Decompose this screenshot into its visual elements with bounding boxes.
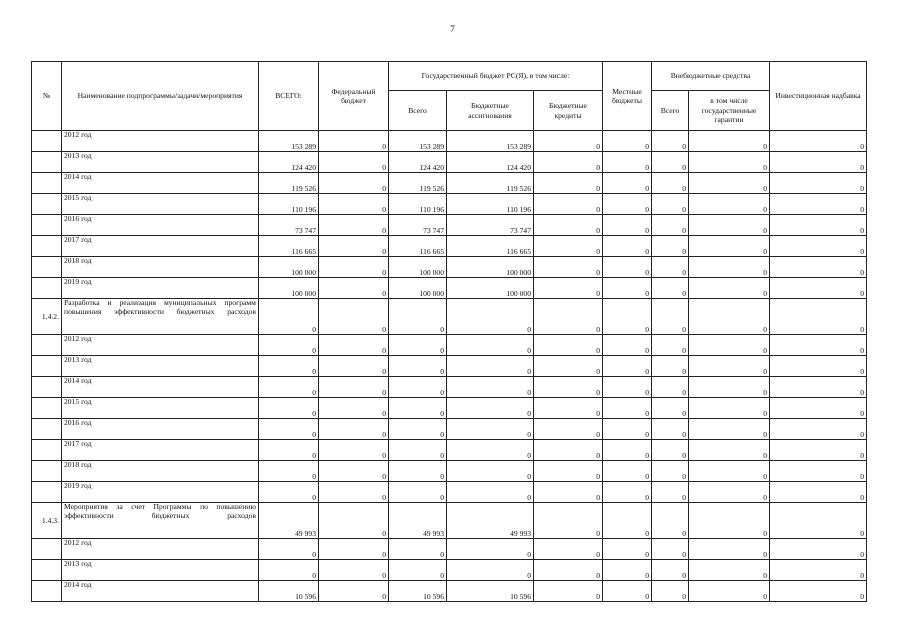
cell-allocations: 0 <box>447 377 534 398</box>
cell-local: 0 <box>603 257 652 278</box>
cell-state-total: 49 993 <box>389 503 447 539</box>
cell-no <box>32 257 62 278</box>
cell-investment: 0 <box>770 503 867 539</box>
cell-credits: 0 <box>534 257 603 278</box>
table-row <box>32 335 867 356</box>
cell-investment: 0 <box>770 377 867 398</box>
cell-no <box>32 560 62 581</box>
cell-credits: 0 <box>534 419 603 440</box>
cell-investment: 0 <box>770 335 867 356</box>
cell-name: 2015 год <box>62 398 259 419</box>
cell-federal: 0 <box>319 236 389 257</box>
cell-total: 0 <box>259 461 319 482</box>
cell-federal: 0 <box>319 299 389 335</box>
cell-allocations: 0 <box>447 440 534 461</box>
cell-no <box>32 398 62 419</box>
cell-no: 1.4.3. <box>32 503 62 539</box>
cell-no <box>32 131 62 152</box>
cell-federal: 0 <box>319 539 389 560</box>
cell-allocations: 124 420 <box>447 152 534 173</box>
cell-name: 2019 год <box>62 278 259 299</box>
cell-allocations: 0 <box>447 335 534 356</box>
cell-total: 0 <box>259 539 319 560</box>
cell-name: 2013 год <box>62 152 259 173</box>
cell-no <box>32 173 62 194</box>
cell-credits: 0 <box>534 482 603 503</box>
cell-total: 0 <box>259 440 319 461</box>
cell-credits: 0 <box>534 398 603 419</box>
cell-state-total: 10 596 <box>389 581 447 602</box>
cell-total: 116 665 <box>259 236 319 257</box>
cell-name: 2017 год <box>62 440 259 461</box>
table-row <box>32 236 867 257</box>
cell-state-total: 124 420 <box>389 152 447 173</box>
cell-allocations: 116 665 <box>447 236 534 257</box>
table-row <box>32 377 867 398</box>
cell-no <box>32 152 62 173</box>
cell-investment: 0 <box>770 173 867 194</box>
budget-table <box>31 61 867 602</box>
cell-name: 2014 год <box>62 581 259 602</box>
cell-local: 0 <box>603 398 652 419</box>
cell-investment: 0 <box>770 278 867 299</box>
table-row <box>32 440 867 461</box>
header-extra-total: Всего <box>652 91 689 131</box>
cell-no <box>32 356 62 377</box>
cell-local: 0 <box>603 215 652 236</box>
cell-total: 0 <box>259 356 319 377</box>
cell-credits: 0 <box>534 335 603 356</box>
cell-credits: 0 <box>534 215 603 236</box>
cell-guarantees: 0 <box>689 299 770 335</box>
cell-total: 10 596 <box>259 581 319 602</box>
cell-no <box>32 581 62 602</box>
cell-federal: 0 <box>319 356 389 377</box>
cell-guarantees: 0 <box>689 482 770 503</box>
cell-local: 0 <box>603 236 652 257</box>
cell-state-total: 0 <box>389 539 447 560</box>
cell-local: 0 <box>603 335 652 356</box>
cell-local: 0 <box>603 278 652 299</box>
cell-extra-total: 0 <box>652 440 689 461</box>
cell-state-total: 110 196 <box>389 194 447 215</box>
cell-local: 0 <box>603 131 652 152</box>
cell-name: 2014 год <box>62 173 259 194</box>
cell-credits: 0 <box>534 461 603 482</box>
header-state-budget: Государственный бюджет РС(Я), в том числе: <box>389 62 603 91</box>
cell-extra-total: 0 <box>652 461 689 482</box>
table-row <box>32 539 867 560</box>
cell-state-total: 100 000 <box>389 278 447 299</box>
cell-local: 0 <box>603 419 652 440</box>
cell-name: 2019 год <box>62 482 259 503</box>
cell-total: 100 000 <box>259 278 319 299</box>
cell-federal: 0 <box>319 278 389 299</box>
cell-investment: 0 <box>770 236 867 257</box>
cell-extra-total: 0 <box>652 581 689 602</box>
cell-investment: 0 <box>770 440 867 461</box>
cell-no <box>32 419 62 440</box>
cell-credits: 0 <box>534 299 603 335</box>
cell-credits: 0 <box>534 278 603 299</box>
table-row <box>32 356 867 377</box>
cell-allocations: 73 747 <box>447 215 534 236</box>
table-row-task <box>32 299 867 335</box>
cell-total: 0 <box>259 419 319 440</box>
table-row <box>32 131 867 152</box>
cell-federal: 0 <box>319 419 389 440</box>
cell-total: 0 <box>259 299 319 335</box>
cell-guarantees: 0 <box>689 236 770 257</box>
cell-total: 73 747 <box>259 215 319 236</box>
cell-investment: 0 <box>770 482 867 503</box>
cell-local: 0 <box>603 503 652 539</box>
header-state-credits: Бюджетные кредиты <box>534 91 603 131</box>
cell-credits: 0 <box>534 440 603 461</box>
cell-federal: 0 <box>319 461 389 482</box>
cell-federal: 0 <box>319 152 389 173</box>
table-body <box>32 131 867 602</box>
cell-local: 0 <box>603 560 652 581</box>
cell-allocations: 110 196 <box>447 194 534 215</box>
cell-extra-total: 0 <box>652 278 689 299</box>
cell-federal: 0 <box>319 581 389 602</box>
table-row <box>32 257 867 278</box>
cell-local: 0 <box>603 152 652 173</box>
cell-guarantees: 0 <box>689 539 770 560</box>
cell-local: 0 <box>603 377 652 398</box>
cell-total: 100 000 <box>259 257 319 278</box>
cell-allocations: 0 <box>447 461 534 482</box>
cell-state-total: 0 <box>389 335 447 356</box>
cell-guarantees: 0 <box>689 335 770 356</box>
cell-credits: 0 <box>534 152 603 173</box>
cell-extra-total: 0 <box>652 236 689 257</box>
cell-local: 0 <box>603 173 652 194</box>
cell-guarantees: 0 <box>689 257 770 278</box>
cell-name: Разработка и реализация муниципальных программ повышения эффективности бюджетных расходов <box>62 299 259 335</box>
cell-extra-total: 0 <box>652 503 689 539</box>
cell-allocations: 153 289 <box>447 131 534 152</box>
cell-allocations: 0 <box>447 299 534 335</box>
cell-no: 1.4.2. <box>32 299 62 335</box>
cell-guarantees: 0 <box>689 131 770 152</box>
cell-name: 2013 год <box>62 356 259 377</box>
cell-guarantees: 0 <box>689 215 770 236</box>
cell-federal: 0 <box>319 173 389 194</box>
cell-state-total: 0 <box>389 377 447 398</box>
header-local: Местные бюджеты <box>603 62 652 131</box>
cell-extra-total: 0 <box>652 356 689 377</box>
cell-name: 2012 год <box>62 335 259 356</box>
cell-federal: 0 <box>319 398 389 419</box>
cell-allocations: 0 <box>447 560 534 581</box>
cell-extra-total: 0 <box>652 173 689 194</box>
cell-state-total: 0 <box>389 299 447 335</box>
cell-guarantees: 0 <box>689 356 770 377</box>
cell-name: 2016 год <box>62 419 259 440</box>
cell-federal: 0 <box>319 131 389 152</box>
cell-no <box>32 377 62 398</box>
table-row <box>32 560 867 581</box>
cell-federal: 0 <box>319 335 389 356</box>
cell-total: 49 993 <box>259 503 319 539</box>
cell-state-total: 0 <box>389 560 447 581</box>
table-row <box>32 461 867 482</box>
header-name: Наименование подпрограммы/задачи/мероприятия <box>62 62 259 131</box>
cell-no <box>32 236 62 257</box>
cell-total: 119 526 <box>259 173 319 194</box>
cell-investment: 0 <box>770 461 867 482</box>
cell-extra-total: 0 <box>652 335 689 356</box>
cell-guarantees: 0 <box>689 419 770 440</box>
cell-name: 2012 год <box>62 131 259 152</box>
cell-allocations: 0 <box>447 356 534 377</box>
cell-federal: 0 <box>319 560 389 581</box>
cell-name: 2015 год <box>62 194 259 215</box>
cell-name: Мероприятия за счет Программы по повышению эффективности бюджетных расходов <box>62 503 259 539</box>
cell-extra-total: 0 <box>652 560 689 581</box>
header-state-allocations: Бюджетные ассигнования <box>447 91 534 131</box>
cell-allocations: 0 <box>447 539 534 560</box>
cell-investment: 0 <box>770 152 867 173</box>
header-extra: Внебюджетные средства <box>652 62 770 91</box>
cell-local: 0 <box>603 539 652 560</box>
cell-state-total: 119 526 <box>389 173 447 194</box>
cell-federal: 0 <box>319 440 389 461</box>
cell-total: 110 196 <box>259 194 319 215</box>
cell-guarantees: 0 <box>689 194 770 215</box>
cell-extra-total: 0 <box>652 482 689 503</box>
cell-allocations: 49 993 <box>447 503 534 539</box>
cell-allocations: 119 526 <box>447 173 534 194</box>
cell-total: 153 289 <box>259 131 319 152</box>
cell-allocations: 100 000 <box>447 257 534 278</box>
cell-local: 0 <box>603 356 652 377</box>
cell-state-total: 0 <box>389 482 447 503</box>
header-total: ВСЕГО: <box>259 62 319 131</box>
cell-name: 2012 год <box>62 539 259 560</box>
cell-extra-total: 0 <box>652 419 689 440</box>
cell-guarantees: 0 <box>689 278 770 299</box>
cell-no <box>32 539 62 560</box>
cell-investment: 0 <box>770 194 867 215</box>
cell-credits: 0 <box>534 503 603 539</box>
cell-name: 2017 год <box>62 236 259 257</box>
cell-credits: 0 <box>534 581 603 602</box>
table-row <box>32 398 867 419</box>
cell-extra-total: 0 <box>652 377 689 398</box>
cell-no <box>32 440 62 461</box>
cell-federal: 0 <box>319 257 389 278</box>
cell-investment: 0 <box>770 398 867 419</box>
cell-local: 0 <box>603 482 652 503</box>
cell-credits: 0 <box>534 539 603 560</box>
cell-name: 2018 год <box>62 257 259 278</box>
cell-investment: 0 <box>770 356 867 377</box>
cell-credits: 0 <box>534 194 603 215</box>
header-extra-guarantees: в том числе государственные гарантии <box>689 91 770 131</box>
header-no: № <box>32 62 62 131</box>
cell-total: 0 <box>259 398 319 419</box>
cell-no <box>32 482 62 503</box>
cell-name: 2016 год <box>62 215 259 236</box>
cell-investment: 0 <box>770 581 867 602</box>
cell-name: 2013 год <box>62 560 259 581</box>
cell-total: 0 <box>259 377 319 398</box>
table-row <box>32 215 867 236</box>
cell-local: 0 <box>603 194 652 215</box>
cell-federal: 0 <box>319 377 389 398</box>
cell-credits: 0 <box>534 236 603 257</box>
cell-state-total: 0 <box>389 419 447 440</box>
cell-guarantees: 0 <box>689 152 770 173</box>
cell-extra-total: 0 <box>652 152 689 173</box>
cell-guarantees: 0 <box>689 503 770 539</box>
cell-federal: 0 <box>319 482 389 503</box>
cell-extra-total: 0 <box>652 215 689 236</box>
cell-extra-total: 0 <box>652 131 689 152</box>
cell-allocations: 0 <box>447 419 534 440</box>
cell-total: 0 <box>259 560 319 581</box>
cell-credits: 0 <box>534 131 603 152</box>
cell-total: 0 <box>259 482 319 503</box>
cell-federal: 0 <box>319 503 389 539</box>
cell-state-total: 100 000 <box>389 257 447 278</box>
cell-name: 2014 год <box>62 377 259 398</box>
cell-no <box>32 461 62 482</box>
header-investment: Инвестиционная надбавка <box>770 62 867 131</box>
cell-local: 0 <box>603 440 652 461</box>
cell-investment: 0 <box>770 539 867 560</box>
cell-no <box>32 278 62 299</box>
cell-credits: 0 <box>534 356 603 377</box>
cell-allocations: 100 000 <box>447 278 534 299</box>
cell-investment: 0 <box>770 299 867 335</box>
cell-local: 0 <box>603 299 652 335</box>
cell-name: 2018 год <box>62 461 259 482</box>
cell-guarantees: 0 <box>689 560 770 581</box>
page-number: 7 <box>450 24 455 34</box>
cell-federal: 0 <box>319 215 389 236</box>
cell-credits: 0 <box>534 173 603 194</box>
cell-guarantees: 0 <box>689 461 770 482</box>
cell-extra-total: 0 <box>652 539 689 560</box>
cell-total: 124 420 <box>259 152 319 173</box>
cell-credits: 0 <box>534 560 603 581</box>
cell-investment: 0 <box>770 215 867 236</box>
cell-total: 0 <box>259 335 319 356</box>
cell-allocations: 0 <box>447 398 534 419</box>
cell-guarantees: 0 <box>689 440 770 461</box>
header-state-total: Всего <box>389 91 447 131</box>
cell-investment: 0 <box>770 560 867 581</box>
cell-no <box>32 335 62 356</box>
table-header <box>32 62 867 131</box>
cell-state-total: 0 <box>389 461 447 482</box>
cell-allocations: 0 <box>447 482 534 503</box>
cell-extra-total: 0 <box>652 398 689 419</box>
cell-extra-total: 0 <box>652 194 689 215</box>
cell-no <box>32 194 62 215</box>
cell-guarantees: 0 <box>689 398 770 419</box>
table-row <box>32 419 867 440</box>
table-row-task <box>32 503 867 539</box>
cell-state-total: 153 289 <box>389 131 447 152</box>
cell-guarantees: 0 <box>689 173 770 194</box>
cell-investment: 0 <box>770 257 867 278</box>
cell-local: 0 <box>603 581 652 602</box>
cell-guarantees: 0 <box>689 581 770 602</box>
cell-allocations: 10 596 <box>447 581 534 602</box>
cell-credits: 0 <box>534 377 603 398</box>
cell-state-total: 0 <box>389 440 447 461</box>
cell-investment: 0 <box>770 419 867 440</box>
table-row <box>32 278 867 299</box>
table-row <box>32 173 867 194</box>
cell-state-total: 0 <box>389 398 447 419</box>
cell-extra-total: 0 <box>652 257 689 278</box>
table-row <box>32 152 867 173</box>
cell-guarantees: 0 <box>689 377 770 398</box>
table-row <box>32 581 867 602</box>
table-row <box>32 194 867 215</box>
header-federal: Федеральный бюджет <box>319 62 389 131</box>
cell-state-total: 116 665 <box>389 236 447 257</box>
cell-no <box>32 215 62 236</box>
cell-extra-total: 0 <box>652 299 689 335</box>
cell-federal: 0 <box>319 194 389 215</box>
cell-investment: 0 <box>770 131 867 152</box>
cell-state-total: 0 <box>389 356 447 377</box>
cell-state-total: 73 747 <box>389 215 447 236</box>
table-row <box>32 482 867 503</box>
cell-local: 0 <box>603 461 652 482</box>
